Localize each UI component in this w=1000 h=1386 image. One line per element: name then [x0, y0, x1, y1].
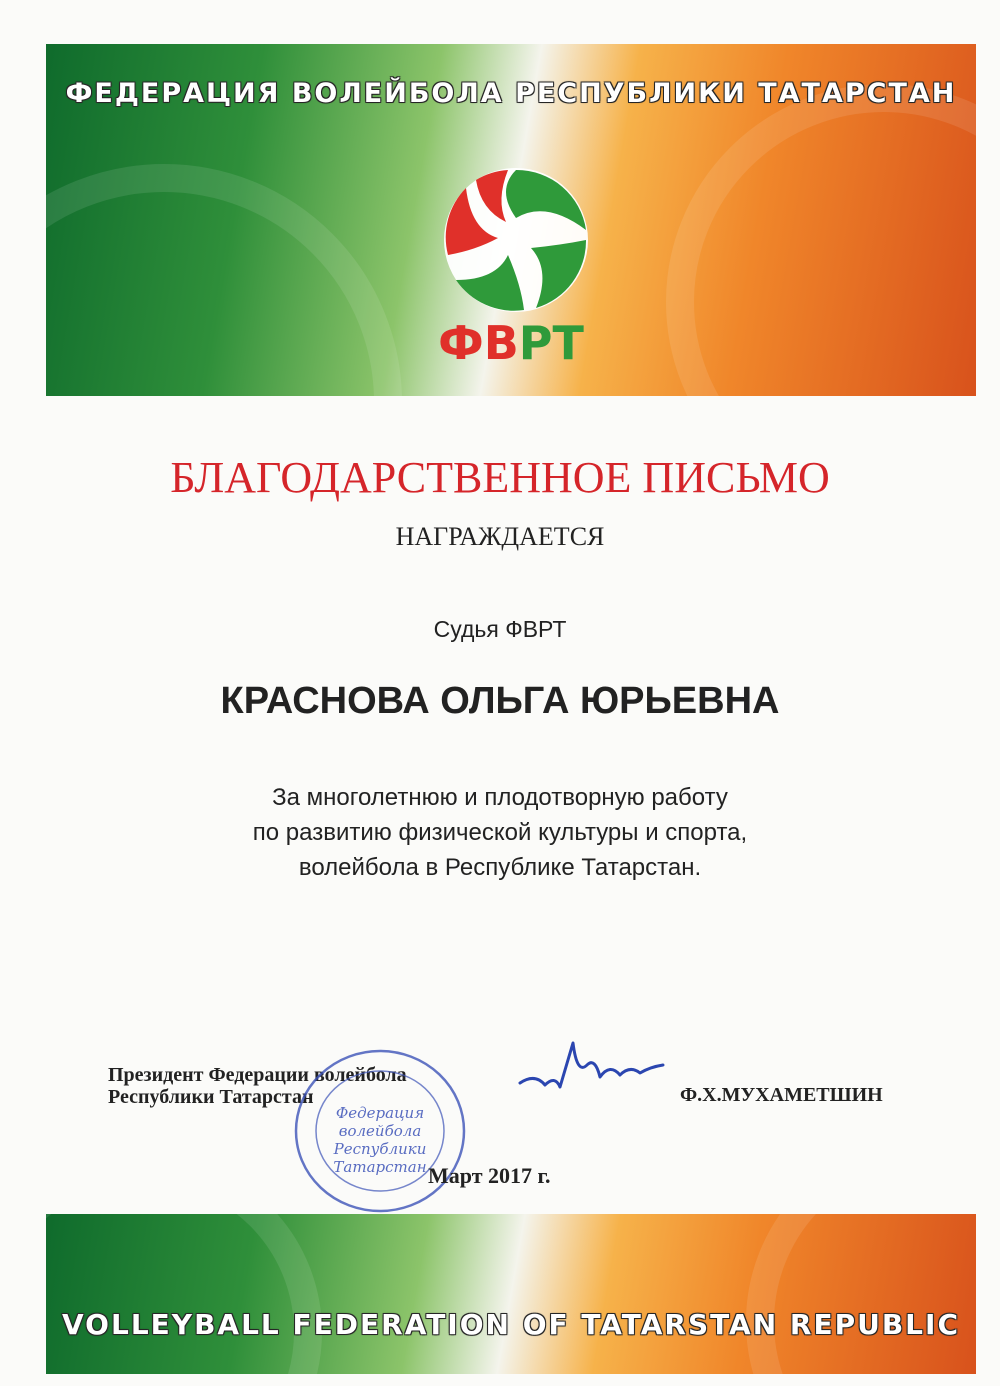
document-title: БЛАГОДАРСТВЕННОЕ ПИСЬМО: [170, 453, 830, 502]
signer-name: Ф.Х.МУХАМЕТШИН: [680, 1084, 883, 1106]
signer-title-line: Республики Татарстан: [108, 1086, 314, 1108]
decorative-swirl: [46, 1214, 322, 1374]
abbreviation-red: ФВ: [438, 316, 519, 370]
reason-line: волейбола в Республике Татарстан.: [298, 854, 702, 881]
abbreviation-green: РТ: [518, 316, 584, 370]
recipient-name: КРАСНОВА ОЛЬГА ЮРЬЕВНА: [220, 680, 780, 722]
award-reason: [0, 780, 1000, 885]
svg-text:Федерация: Федерация: [335, 1104, 425, 1122]
federation-abbreviation: [46, 316, 976, 370]
decorative-swirl: [746, 1214, 976, 1374]
awarded-label: НАГРАЖДАЕТСЯ: [395, 522, 605, 551]
svg-text:Татарстан: Татарстан: [333, 1158, 427, 1176]
header-banner: [46, 44, 976, 396]
federation-name: ФЕДЕРАЦИЯ ВОЛЕЙБОЛА РЕСПУБЛИКИ ТАТАРСТАН: [65, 78, 957, 109]
footer-banner: [46, 1214, 976, 1374]
signature-icon: [515, 1035, 675, 1105]
volleyball-logo-icon: [436, 160, 596, 320]
svg-text:Республики: Республики: [333, 1140, 427, 1158]
federation-name-english: VOLLEYBALL FEDERATION OF TATARSTAN REPUBLIC: [62, 1308, 960, 1341]
official-stamp-icon: [290, 1046, 470, 1216]
document-date: Март 2017 г.: [428, 1163, 551, 1188]
reason-line: За многолетнюю и плодотворную работу: [272, 784, 728, 811]
signer-title-line: Президент Федерации волейбола: [108, 1064, 407, 1086]
reason-line: по развитию физической культуры и спорта,: [252, 819, 748, 846]
recipient-position: Судья ФВРТ: [433, 616, 567, 642]
svg-text:волейбола: волейбола: [338, 1122, 422, 1140]
